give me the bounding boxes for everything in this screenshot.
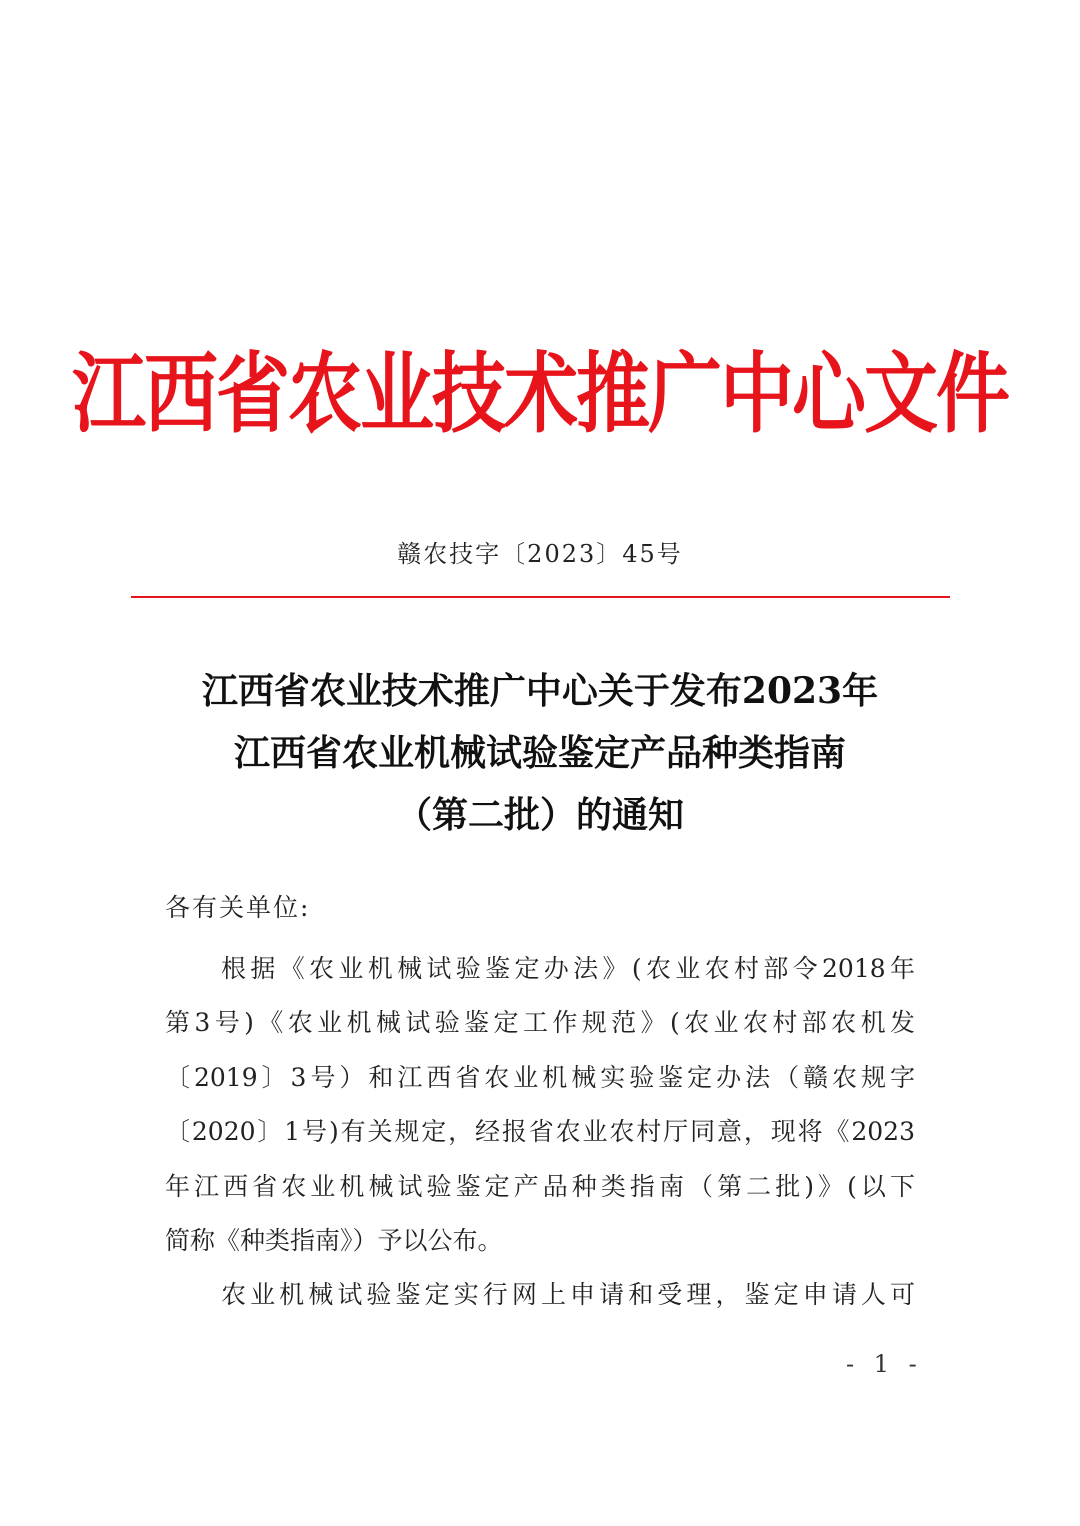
title-line-2: 江西省农业机械试验鉴定产品种类指南 xyxy=(233,732,846,774)
paragraph-1-line: 第3号)《农业机械试验鉴定工作规范》(农业农村部农机发 xyxy=(165,1008,915,1038)
paragraph-1-line: 简称《种类指南》）予以公布。 xyxy=(165,1225,503,1255)
document-number: 赣农技字〔2023〕45号 xyxy=(397,540,683,568)
title-line-3: （第二批）的通知 xyxy=(395,794,684,836)
notice-title xyxy=(120,660,960,846)
red-divider-line xyxy=(131,596,950,598)
paragraph-2-line: 农业机械试验鉴定实行网上申请和受理，鉴定申请人可 xyxy=(221,1280,915,1310)
title-line-1: 江西省农业技术推广中心关于发布2023年 xyxy=(201,670,879,712)
document-masthead: 江西省农业技术推广中心文件 xyxy=(72,343,1008,446)
paragraph-1-line: 年江西省农业机械试验鉴定产品种类指南（第二批)》(以下 xyxy=(165,1171,915,1201)
body-text xyxy=(165,942,915,1323)
paragraph-1-line: 〔2020〕1号)有关规定，经报省农业农村厅同意，现将《2023 xyxy=(165,1117,915,1147)
salutation: 各有关单位: xyxy=(165,893,311,922)
page-number: - 1 - xyxy=(846,1350,923,1378)
paragraph-1-line: 根据《农业机械试验鉴定办法》(农业农村部令2018年 xyxy=(221,954,915,983)
paragraph-1-line: 〔2019〕3号）和江西省农业机械实验鉴定办法（赣农规字 xyxy=(165,1062,915,1092)
